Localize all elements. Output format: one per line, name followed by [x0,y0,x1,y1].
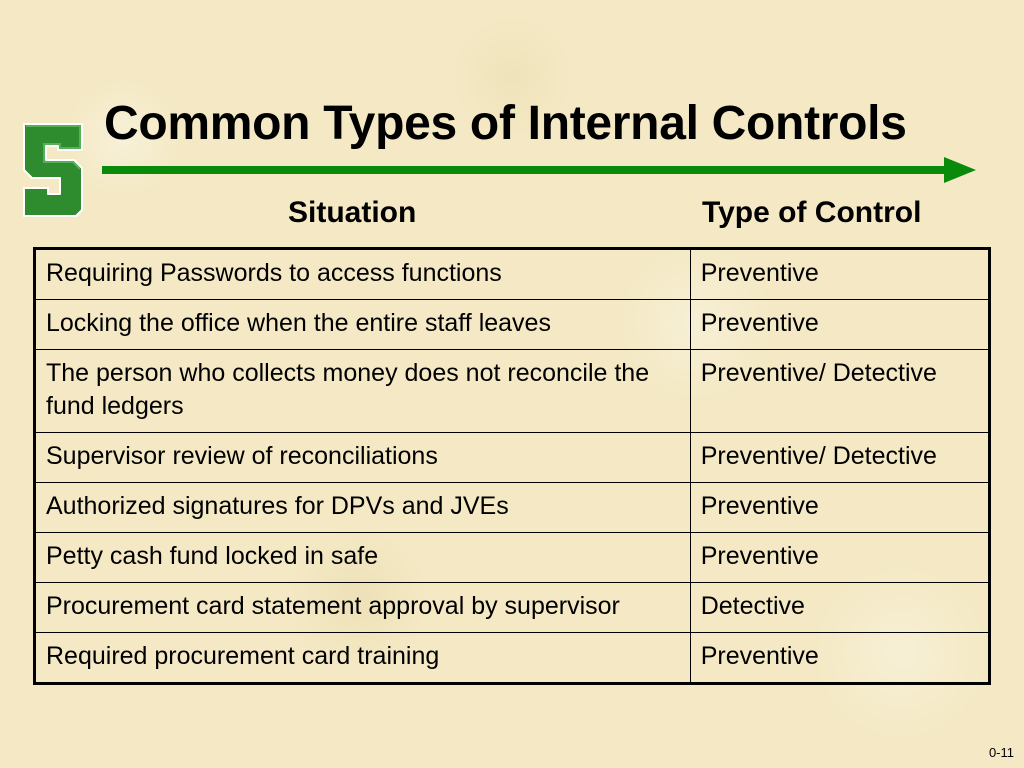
control-type-cell: Preventive/ Detective [690,350,989,433]
control-type-cell: Preventive/ Detective [690,433,989,483]
table-row [35,483,990,533]
situation-cell: Procurement card statement approval by supervisor [35,583,691,633]
table-row [35,533,990,583]
table-row [35,433,990,483]
situation-cell: Required procurement card training [35,633,691,684]
control-type-cell: Preventive [690,533,989,583]
control-type-cell: Preventive [690,249,989,300]
situation-cell: Petty cash fund locked in safe [35,533,691,583]
slide-number: 0-11 [988,745,1014,760]
internal-controls-table [33,247,991,685]
slide-title: Common Types of Internal Controls [104,97,907,150]
control-type-cell: Preventive [690,300,989,350]
table-row [35,633,990,684]
table-row [35,583,990,633]
control-type-cell: Detective [690,583,989,633]
control-type-cell: Preventive [690,633,989,684]
situation-cell: Authorized signatures for DPVs and JVEs [35,483,691,533]
situation-column-header: Situation [288,196,417,229]
situation-cell: Locking the office when the entire staff leaves [35,300,691,350]
situation-cell: The person who collects money does not reconcile the fund ledgers [35,350,691,433]
control-type-cell: Preventive [690,483,989,533]
block-s-logo [16,120,90,218]
situation-cell: Supervisor review of reconciliations [35,433,691,483]
table-row [35,300,990,350]
table-row [35,350,990,433]
table-row [35,249,990,300]
title-underline-arrow [102,157,976,183]
type-of-control-column-header: Type of Control [702,196,922,229]
situation-cell: Requiring Passwords to access functions [35,249,691,300]
